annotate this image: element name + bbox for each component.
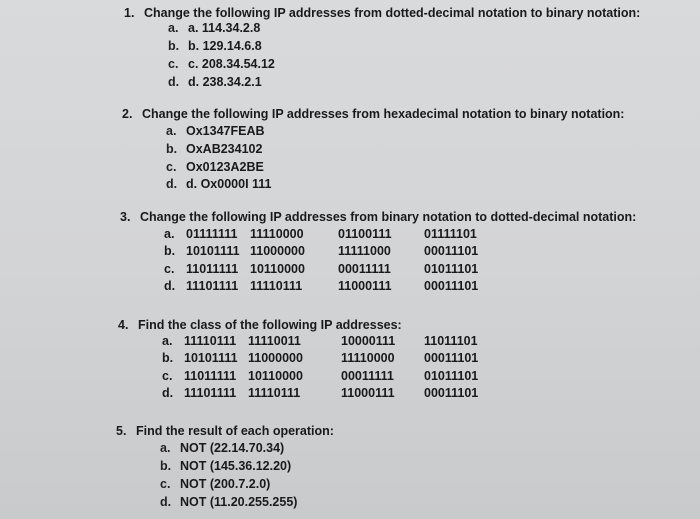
binary-octet: 00011101 xyxy=(424,279,479,293)
item-label: b. xyxy=(168,39,180,53)
item-label: a. xyxy=(168,21,179,35)
item-text: d. Ox0000I 111 xyxy=(186,177,272,191)
item-label: c. xyxy=(160,477,171,491)
question-text: Change the following IP addresses from binary notation to dotted-decimal notation: xyxy=(140,210,637,224)
binary-octet: 11110111 xyxy=(184,334,237,348)
row-label: d. xyxy=(162,386,174,400)
question-number: 1. xyxy=(124,6,135,20)
list-item xyxy=(166,160,264,174)
item-text: NOT (200.7.2.0) xyxy=(180,477,271,491)
binary-octet: 11101111 xyxy=(184,386,237,400)
binary-octet: 10000111 xyxy=(341,334,396,348)
question-text: Find the result of each operation: xyxy=(136,424,334,438)
binary-octet: 10101111 xyxy=(186,244,240,258)
question-4 xyxy=(118,318,402,332)
question-number: 3. xyxy=(120,210,131,224)
list-item xyxy=(160,495,297,509)
row-label: a. xyxy=(162,334,173,348)
item-label: c. xyxy=(168,57,179,71)
item-label: b. xyxy=(160,459,172,473)
row-label: d. xyxy=(164,279,176,293)
question-number: 5. xyxy=(116,424,127,438)
question-3 xyxy=(120,210,636,224)
binary-octet: 11110111 xyxy=(248,386,301,400)
binary-octet: 01100111 xyxy=(338,227,392,241)
question-text: Change the following IP addresses from dotted-decimal notation to binary notation: xyxy=(144,6,641,20)
list-item xyxy=(160,477,270,491)
question-1 xyxy=(124,6,640,20)
item-label: d. xyxy=(166,177,178,191)
row-label: b. xyxy=(164,244,176,258)
item-text: b. 129.14.6.8 xyxy=(188,39,262,53)
binary-octet: 01111101 xyxy=(424,227,477,241)
row-label: c. xyxy=(164,262,175,276)
row-label: c. xyxy=(162,369,173,383)
binary-octet: 11111000 xyxy=(338,244,391,258)
binary-octet: 10101111 xyxy=(184,351,238,365)
item-label: d. xyxy=(168,75,180,89)
binary-octet: 11110011 xyxy=(248,334,301,348)
binary-octet: 00011111 xyxy=(338,262,391,276)
item-text: NOT (22.14.70.34) xyxy=(180,441,285,455)
item-text: Ox1347FEAB xyxy=(186,124,265,138)
binary-octet: 01111111 xyxy=(186,227,238,241)
list-item xyxy=(160,441,284,455)
binary-octet: 11000111 xyxy=(341,386,395,400)
list-item xyxy=(160,459,291,473)
question-5 xyxy=(116,424,334,438)
list-item xyxy=(168,75,262,89)
list-item xyxy=(168,57,275,71)
item-label: a. xyxy=(160,441,171,455)
row-label: b. xyxy=(162,351,174,365)
question-text: Find the class of the following IP addresses: xyxy=(138,318,402,332)
binary-octet: 11011111 xyxy=(186,262,239,276)
binary-octet: 11011101 xyxy=(424,334,478,348)
binary-octet: 00011101 xyxy=(424,386,479,400)
binary-octet: 00011101 xyxy=(424,351,479,365)
binary-octet: 10110000 xyxy=(248,369,303,383)
list-item xyxy=(168,39,262,53)
question-2 xyxy=(122,107,624,121)
item-text: Ox0123A2BE xyxy=(186,160,264,174)
binary-octet: 11000000 xyxy=(248,351,303,365)
item-text: a. 114.34.2.8 xyxy=(188,21,261,35)
binary-octet: 11000000 xyxy=(250,244,305,258)
list-item xyxy=(166,142,262,156)
question-number: 4. xyxy=(118,318,129,332)
item-label: a. xyxy=(166,124,177,138)
binary-octet: 11000111 xyxy=(338,279,392,293)
list-item xyxy=(168,21,260,35)
binary-octet: 01011101 xyxy=(424,369,479,383)
binary-octet: 11110000 xyxy=(250,227,304,241)
question-text: Change the following IP addresses from hexadecimal notation to binary notation: xyxy=(142,107,625,121)
binary-octet: 11110000 xyxy=(341,351,395,365)
item-text: NOT (11.20.255.255) xyxy=(180,495,298,509)
item-text: d. 238.34.2.1 xyxy=(188,75,262,89)
binary-octet: 01011101 xyxy=(424,262,479,276)
item-text: NOT (145.36.12.20) xyxy=(180,459,292,473)
item-label: d. xyxy=(160,495,172,509)
item-text: OxAB234102 xyxy=(186,142,263,156)
binary-octet: 00011111 xyxy=(341,369,394,383)
binary-octet: 10110000 xyxy=(250,262,305,276)
binary-octet: 11011111 xyxy=(184,369,237,383)
item-label: b. xyxy=(166,142,178,156)
item-text: c. 208.34.54.12 xyxy=(188,57,275,71)
binary-octet: 11110111 xyxy=(250,279,303,293)
list-item xyxy=(166,124,265,138)
binary-octet: 11101111 xyxy=(186,279,239,293)
list-item xyxy=(166,177,272,191)
binary-octet: 00011101 xyxy=(424,244,479,258)
row-label: a. xyxy=(164,227,175,241)
item-label: c. xyxy=(166,160,177,174)
question-number: 2. xyxy=(122,107,133,121)
